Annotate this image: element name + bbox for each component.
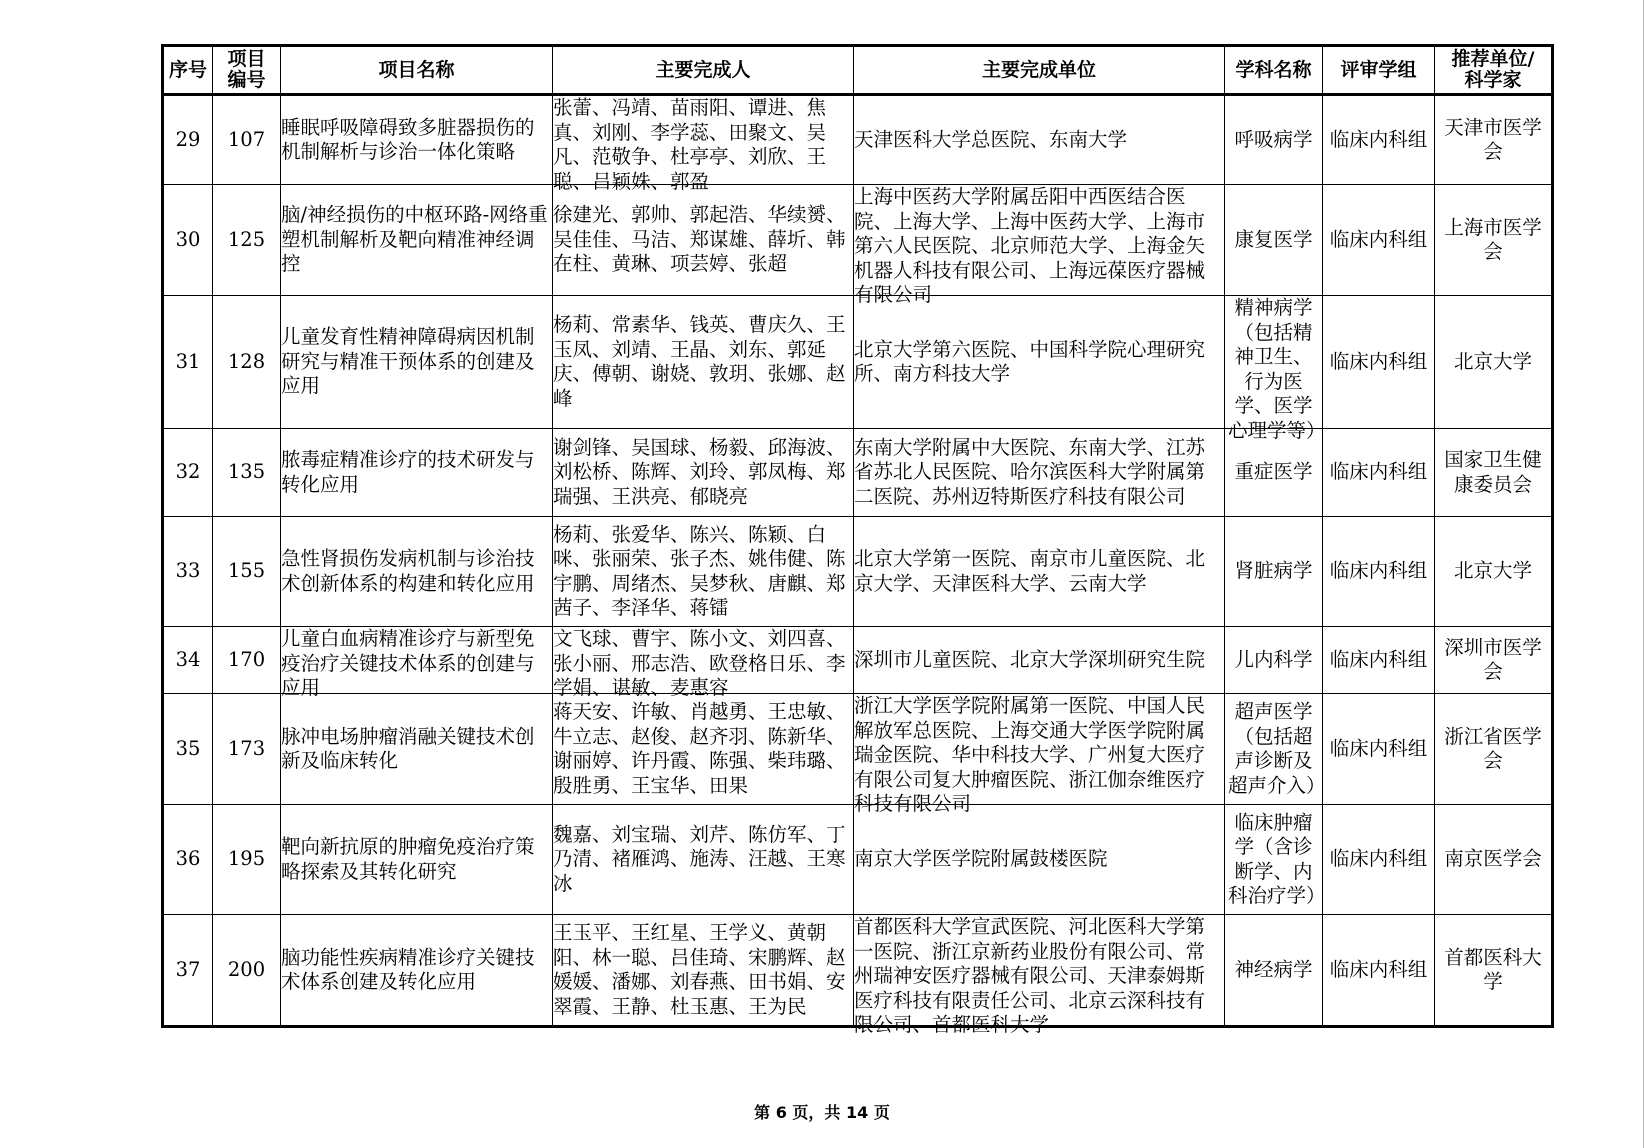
row-discipline: 神经病学 [1225,915,1323,1027]
row-people: 文飞球、曹宇、陈小文、刘四喜、张小丽、邢志浩、欧登格日乐、李学娟、谌敏、麦惠容 [553,627,854,694]
row-group: 临床内科组 [1323,517,1435,627]
header-group: 评审学组 [1323,46,1435,95]
row-seq: 31 [163,296,213,429]
row-seq: 35 [163,694,213,805]
row-units: 南京大学医学院附属鼓楼医院 [854,805,1225,915]
row-units: 浙江大学医学院附属第一医院、中国人民解放军总医院、上海交通大学医学院附属瑞金医院、华中科技大学、广州复大医疗有限公司复大肿瘤医院、浙江伽奈维医疗科技有限公司 [854,694,1225,805]
row-code: 107 [213,95,281,185]
row-project-name: 脓毒症精准诊疗的技术研发与转化应用 [281,429,553,517]
row-project-name: 儿童发育性精神障碍病因机制研究与精准干预体系的创建及应用 [281,296,553,429]
row-project-name: 脑功能性疾病精准诊疗关键技术体系创建及转化应用 [281,915,553,1027]
row-code: 135 [213,429,281,517]
row-recommender: 上海市医学会 [1435,185,1553,296]
row-units: 上海中医药大学附属岳阳中西医结合医院、上海大学、上海中医药大学、上海市第六人民医院、北京师范大学、上海金矢机器人科技有限公司、上海远葆医疗器械有限公司 [854,185,1225,296]
header-seq: 序号 [163,46,213,95]
row-recommender: 国家卫生健康委员会 [1435,429,1553,517]
row-seq: 36 [163,805,213,915]
row-people: 王玉平、王红星、王学义、黄朝阳、林一聪、吕佳琦、宋鹏辉、赵媛媛、潘娜、刘春燕、田书娟、安翠霞、王静、杜玉惠、王为民 [553,915,854,1027]
row-discipline: 超声医学（包括超声诊断及超声介入） [1225,694,1323,805]
table-row [163,517,1553,627]
row-units: 北京大学第一医院、南京市儿童医院、北京大学、天津医科大学、云南大学 [854,517,1225,627]
row-people: 杨莉、常素华、钱英、曹庆久、王玉凤、刘靖、王晶、刘东、郭延庆、傅朝、谢娆、敦玥、张娜、赵峰 [553,296,854,429]
row-people: 谢剑锋、吴国球、杨毅、邱海波、刘松桥、陈辉、刘玲、郭凤梅、郑瑞强、王洪亮、郁晓亮 [553,429,854,517]
row-discipline: 儿内科学 [1225,627,1323,694]
row-group: 临床内科组 [1323,429,1435,517]
row-discipline: 精神病学（包括精神卫生、行为医学、医学心理学等） [1225,296,1323,429]
row-project-name: 靶向新抗原的肿瘤免疫治疗策略探索及其转化研究 [281,805,553,915]
row-discipline: 肾脏病学 [1225,517,1323,627]
row-seq: 33 [163,517,213,627]
row-people: 张蕾、冯靖、苗雨阳、谭进、焦真、刘刚、李学蕊、田聚文、吴凡、范敬争、杜亭亭、刘欣、王聪、吕颖姝、郭盈 [553,95,854,185]
row-units: 天津医科大学总医院、东南大学 [854,95,1225,185]
row-code: 125 [213,185,281,296]
row-project-name: 急性肾损伤发病机制与诊治技术创新体系的构建和转化应用 [281,517,553,627]
row-people: 杨莉、张爱华、陈兴、陈颖、白咪、张丽荣、张子杰、姚伟健、陈宇鹏、周绪杰、吴梦秋、唐麒、郑茜子、李泽华、蒋镭 [553,517,854,627]
row-people: 魏嘉、刘宝瑞、刘芹、陈仿军、丁乃清、褚雁鸿、施涛、汪越、王寒冰 [553,805,854,915]
header-people: 主要完成人 [553,46,854,95]
table-row [163,805,1553,915]
row-people: 徐建光、郭帅、郭起浩、华续赟、吴佳佳、马洁、郑谋雄、薛圻、韩在柱、黄琳、项芸婷、张超 [553,185,854,296]
row-code: 128 [213,296,281,429]
row-code: 200 [213,915,281,1027]
row-seq: 32 [163,429,213,517]
row-discipline: 重症医学 [1225,429,1323,517]
header-recommender: 推荐单位/科学家 [1435,46,1553,95]
row-recommender: 北京大学 [1435,517,1553,627]
row-people: 蒋天安、许敏、肖越勇、王忠敏、牛立志、赵俊、赵齐羽、陈新华、谢丽婷、许丹霞、陈强、柴玮璐、殷胜勇、王宝华、田果 [553,694,854,805]
row-code: 170 [213,627,281,694]
row-project-name: 睡眠呼吸障碍致多脏器损伤的机制解析与诊治一体化策略 [281,95,553,185]
row-group: 临床内科组 [1323,915,1435,1027]
project-table [161,44,1554,1036]
header-discipline: 学科名称 [1225,46,1323,95]
header-code: 项目编号 [213,46,281,95]
header-row [163,46,1553,95]
row-group: 临床内科组 [1323,185,1435,296]
table-row [163,694,1553,805]
table-row [163,185,1553,296]
table-row [163,429,1553,517]
row-units: 深圳市儿童医院、北京大学深圳研究生院 [854,627,1225,694]
row-discipline: 临床肿瘤学（含诊断学、内科治疗学） [1225,805,1323,915]
row-discipline: 呼吸病学 [1225,95,1323,185]
table-row [163,95,1553,185]
table-row [163,915,1553,1027]
row-code: 155 [213,517,281,627]
row-seq: 30 [163,185,213,296]
row-project-name: 脉冲电场肿瘤消融关键技术创新及临床转化 [281,694,553,805]
header-units: 主要完成单位 [854,46,1225,95]
row-group: 临床内科组 [1323,627,1435,694]
row-group: 临床内科组 [1323,95,1435,185]
table-row [163,627,1553,694]
row-group: 临床内科组 [1323,805,1435,915]
row-project-name: 儿童白血病精准诊疗与新型免疫治疗关键技术体系的创建与应用 [281,627,553,694]
row-units: 首都医科大学宣武医院、河北医科大学第一医院、浙江京新药业股份有限公司、常州瑞神安医疗器械有限公司、天津泰姆斯医疗科技有限责任公司、北京云深科技有限公司、首都医科大学 [854,915,1225,1027]
row-group: 临床内科组 [1323,694,1435,805]
header-name: 项目名称 [281,46,553,95]
row-code: 173 [213,694,281,805]
row-project-name: 脑/神经损伤的中枢环路-网络重塑机制解析及靶向精准神经调控 [281,185,553,296]
page-footer: 第 6 页，共 14 页 [754,1103,890,1122]
row-units: 北京大学第六医院、中国科学院心理研究所、南方科技大学 [854,296,1225,429]
row-code: 195 [213,805,281,915]
row-seq: 37 [163,915,213,1027]
row-recommender: 深圳市医学会 [1435,627,1553,694]
row-recommender: 首都医科大学 [1435,915,1553,1027]
row-recommender: 天津市医学会 [1435,95,1553,185]
row-recommender: 浙江省医学会 [1435,694,1553,805]
row-units: 东南大学附属中大医院、东南大学、江苏省苏北人民医院、哈尔滨医科大学附属第二医院、苏州迈特斯医疗科技有限公司 [854,429,1225,517]
row-seq: 34 [163,627,213,694]
table-row [163,296,1553,429]
row-recommender: 南京医学会 [1435,805,1553,915]
row-discipline: 康复医学 [1225,185,1323,296]
row-recommender: 北京大学 [1435,296,1553,429]
row-seq: 29 [163,95,213,185]
row-group: 临床内科组 [1323,296,1435,429]
